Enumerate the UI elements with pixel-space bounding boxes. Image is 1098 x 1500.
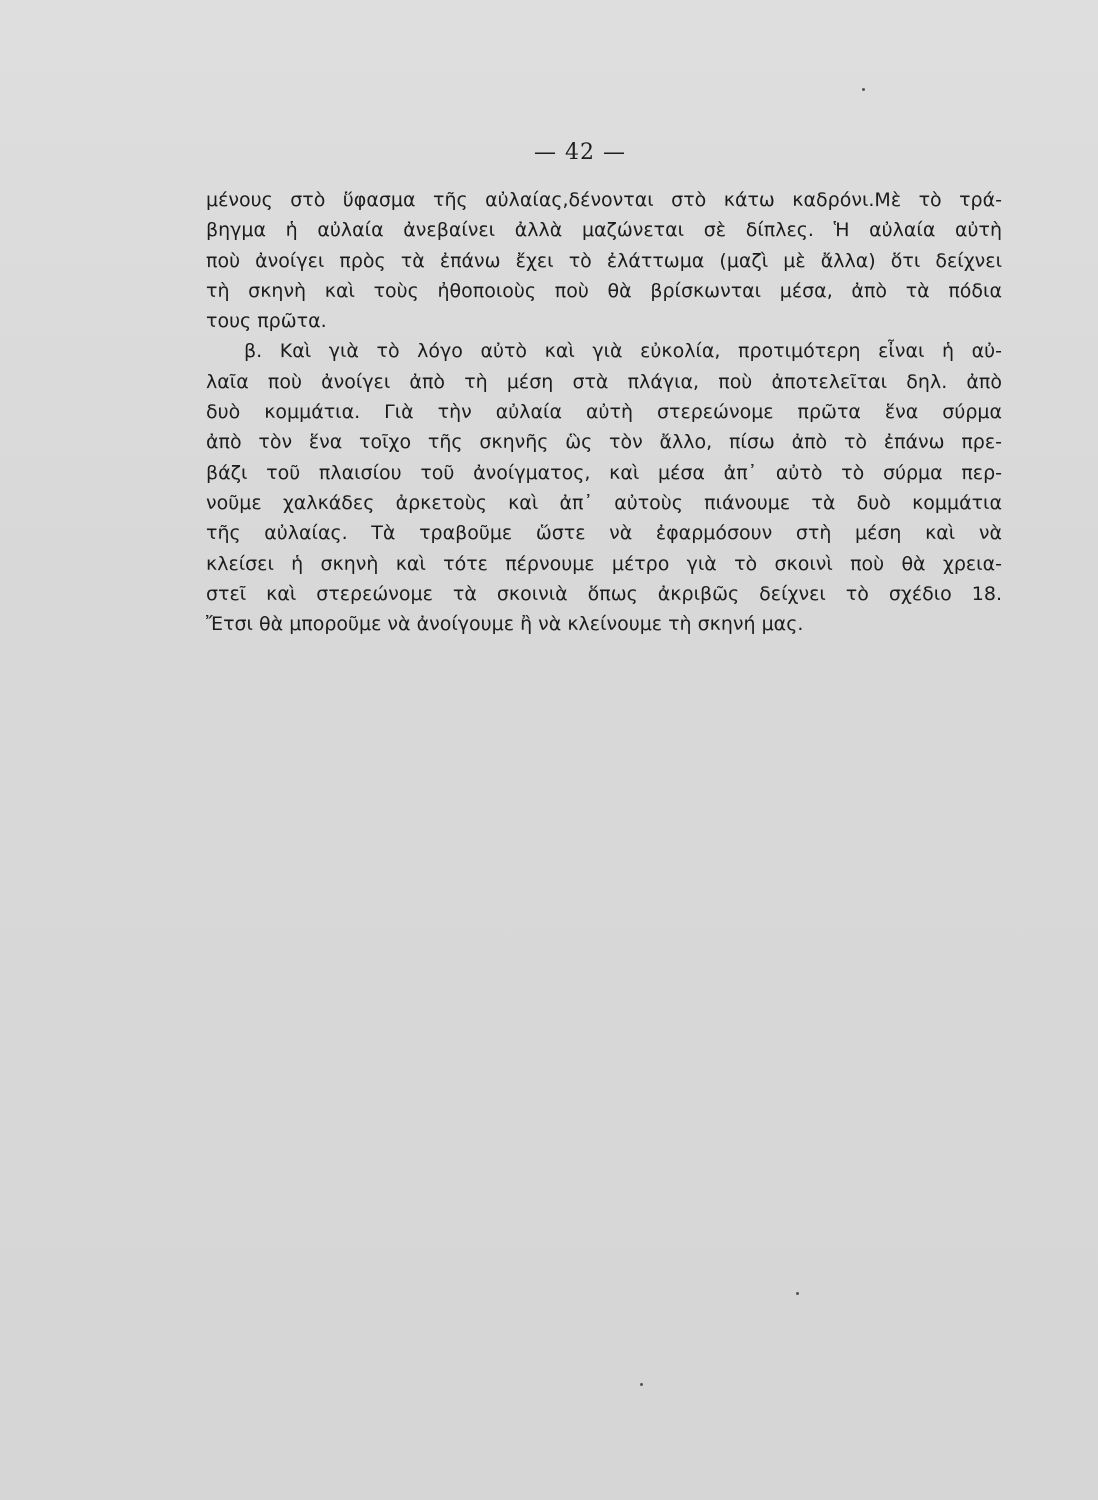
scan-speck bbox=[862, 88, 865, 91]
text-line: ἀπὸ τὸν ἕνα τοῖχο τῆς σκηνῆς ὣς τὸν ἄλλο, πίσω ἀπὸ τὸ ἐπάνω πρε- bbox=[206, 431, 1002, 454]
text-line: δυὸ κομμάτια. Γιὰ τὴν αὐλαία αὐτὴ στερεώνομε πρῶτα ἕνα σύρμα bbox=[206, 401, 1002, 424]
text-line: μένους στὸ ὕφασμα τῆς αὐλαίας,δένονται στὸ κάτω καδρόνι.Μὲ τὸ τρά- bbox=[206, 189, 1002, 211]
text-line: βάζι τοῦ πλαισίου τοῦ ἀνοίγματος, καὶ μέσα ἀπ᾿ αὐτὸ τὸ σύρμα περ- bbox=[206, 461, 1002, 484]
text-line: τῆς αὐλαίας. Τὰ τραβοῦμε ὥστε νὰ ἐφαρμόσουν στὴ μέση καὶ νὰ bbox=[206, 522, 1002, 545]
text-line: β. Καὶ γιὰ τὸ λόγο αὐτὸ καὶ γιὰ εὐκολία, προτιμότερη εἶναι ἡ αὐ- bbox=[244, 340, 1002, 363]
scan-speck bbox=[640, 1383, 643, 1386]
text-line: Ἔτσι θὰ μποροῦμε νὰ ἀνοίγουμε ἢ νὰ κλείνουμε τὴ σκηνή μας. bbox=[206, 613, 804, 636]
text-line: ποὺ ἀνοίγει πρὸς τὰ ἐπάνω ἔχει τὸ ἐλάττωμα (μαζὶ μὲ ἄλλα) ὅτι δείχνει bbox=[206, 249, 1002, 272]
body-text bbox=[206, 185, 1002, 639]
text-line: νοῦμε χαλκάδες ἀρκετοὺς καὶ ἀπ᾿ αὐτοὺς πιάνουμε τὰ δυὸ κομμάτια bbox=[206, 491, 1002, 514]
text-line: τους πρῶτα. bbox=[206, 310, 327, 333]
text-line: λαῖα ποὺ ἀνοίγει ἀπὸ τὴ μέση στὰ πλάγια, ποὺ ἀποτελεῖται δηλ. ἀπὸ bbox=[206, 370, 1002, 393]
scan-speck bbox=[796, 1292, 799, 1295]
text-line: κλείσει ἡ σκηνὴ καὶ τότε πέρνουμε μέτρο γιὰ τὸ σκοινὶ ποὺ θὰ χρεια- bbox=[206, 552, 1002, 575]
text-line: τὴ σκηνὴ καὶ τοὺς ἠθοποιοὺς ποὺ θὰ βρίσκωνται μέσα, ἀπὸ τὰ πόδια bbox=[206, 279, 1002, 302]
page-number: — 42 — bbox=[534, 140, 626, 165]
text-line: στεῖ καὶ στερεώνομε τὰ σκοινιὰ ὅπως ἀκριβῶς δείχνει τὸ σχέδιο 18. bbox=[206, 582, 1002, 605]
text-line: βηγμα ἡ αὐλαία ἀνεβαίνει ἀλλὰ μαζώνεται σὲ δίπλες. Ἡ αὐλαία αὐτὴ bbox=[206, 219, 1002, 242]
